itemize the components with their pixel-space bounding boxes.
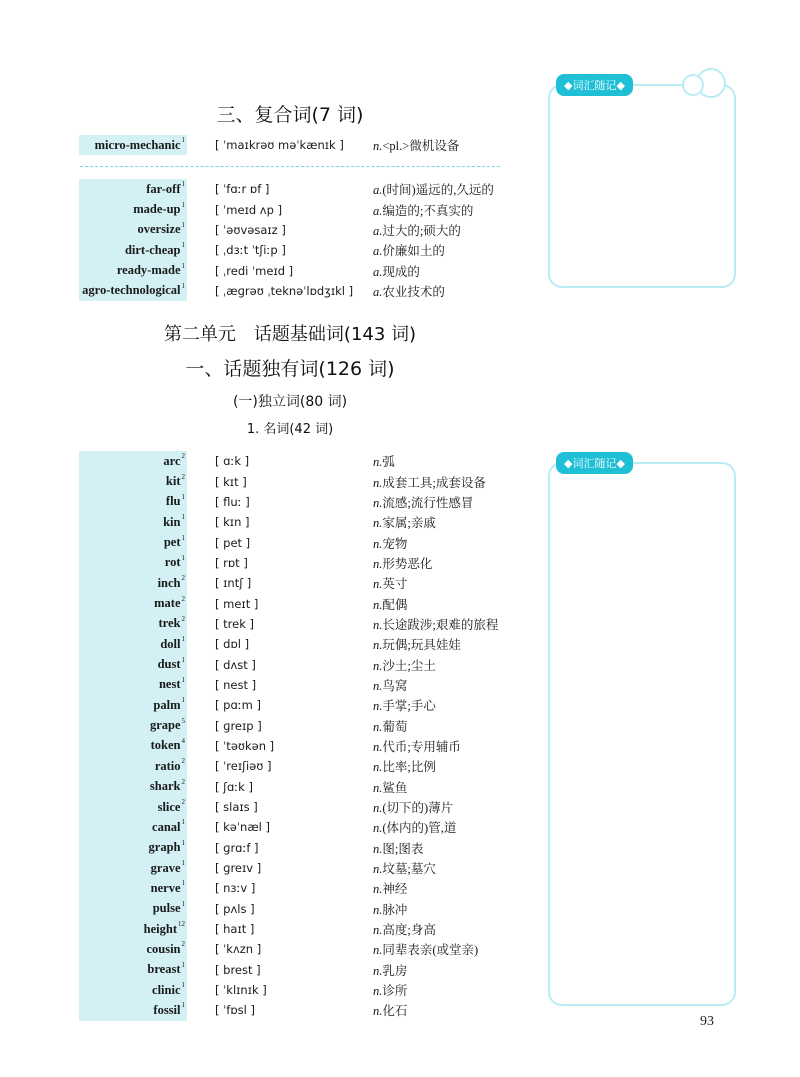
phonetic: [ kɪt ] <box>215 474 247 489</box>
vocab-notes-box-top <box>548 79 736 288</box>
headword-text: dirt-cheap <box>124 242 181 257</box>
headword-text: breast <box>147 962 181 977</box>
phonetic: [ rɒt ] <box>215 555 248 570</box>
part-of-speech: n. <box>373 536 383 551</box>
frequency-count: 2 <box>181 777 185 786</box>
vocab-row <box>79 777 519 797</box>
headword <box>79 593 187 613</box>
headword-text: grape <box>149 718 181 733</box>
part-of-speech: n. <box>373 841 383 856</box>
definition <box>373 635 519 653</box>
headword-text: grave <box>150 860 181 875</box>
headword-text: oversize <box>137 222 181 237</box>
definition-text: 沙土;尘土 <box>382 658 436 673</box>
phonetic: [ slaɪs ] <box>215 800 258 815</box>
vocab-row <box>79 199 519 219</box>
part-of-speech: n. <box>373 1004 383 1019</box>
part-of-speech: n. <box>373 638 383 653</box>
phonetic: [ nɜːv ] <box>215 881 256 896</box>
definition-text: (体内的)管,道 <box>382 821 457 836</box>
headword-text: made-up <box>133 202 181 217</box>
definition-text: 现成的 <box>382 264 420 279</box>
vocab-row <box>79 939 519 959</box>
vocab-notes-box-bottom <box>548 457 736 1006</box>
definition-text: 宠物 <box>382 536 408 551</box>
definition-text: 图;图表 <box>382 841 424 856</box>
part-of-speech: n. <box>373 760 383 775</box>
headword-text: fossil <box>153 1002 181 1017</box>
vocab-row <box>79 471 519 491</box>
frequency-count: 1 <box>181 960 185 969</box>
frequency-count: 1 <box>181 180 185 189</box>
frequency-count: 1 <box>181 981 185 990</box>
headword <box>79 281 187 301</box>
phonetic: [ ɪntʃ ] <box>215 576 252 591</box>
headword-text: graph <box>148 840 181 855</box>
heading-unit-two: 第二单元 话题基础词(143 词) <box>163 324 417 345</box>
phonetic: [ trek ] <box>215 616 255 631</box>
vocab-row <box>79 980 519 1000</box>
vocab-row <box>79 899 519 919</box>
phonetic: [ ɡrɑːf ] <box>215 840 259 855</box>
headword <box>79 512 187 532</box>
headword <box>79 1000 187 1020</box>
headword <box>79 736 187 756</box>
vocab-row <box>79 532 519 552</box>
headword-text: agro-technological <box>82 283 181 298</box>
phonetic: [ fluː ] <box>215 494 250 509</box>
headword-text: nerve <box>150 880 181 895</box>
part-of-speech: n. <box>373 556 383 571</box>
headword-text: mate <box>154 596 181 611</box>
vocab-row <box>79 260 519 280</box>
vocab-row <box>79 573 519 593</box>
headword <box>79 260 187 280</box>
page-number: 93 <box>700 1014 714 1029</box>
headword <box>79 492 187 512</box>
headword <box>79 573 187 593</box>
headword <box>79 695 187 715</box>
frequency-count: 1 <box>181 200 185 209</box>
part-of-speech: a. <box>373 183 383 198</box>
headword <box>79 240 187 260</box>
part-of-speech: n. <box>373 658 383 673</box>
headword-text: nest <box>158 677 181 692</box>
part-of-speech: a. <box>373 203 383 218</box>
definition <box>373 452 519 470</box>
frequency-count: 1 <box>181 675 185 684</box>
vocab-row <box>79 135 519 155</box>
phonetic: [ ˈtəʊkən ] <box>215 738 275 753</box>
frequency-count: 1 <box>181 635 185 644</box>
frequency-count: 2 <box>181 614 185 623</box>
definition <box>373 1001 519 1019</box>
definition <box>373 961 519 979</box>
notebook-curl-decoration <box>682 74 704 96</box>
phonetic: [ ʃɑːk ] <box>215 779 253 794</box>
part-of-speech: n. <box>373 862 383 877</box>
headword-text: pet <box>163 535 181 550</box>
frequency-count: 1 <box>181 655 185 664</box>
definition-text: 鲨鱼 <box>382 780 408 795</box>
part-of-speech: n. <box>373 678 383 693</box>
definition-text: 神经 <box>382 882 408 897</box>
frequency-count: 2 <box>181 757 185 766</box>
frequency-count: 1 <box>181 513 185 522</box>
frequency-count: 1 <box>181 696 185 705</box>
vocab-row <box>79 695 519 715</box>
definition <box>373 473 519 491</box>
definition <box>373 513 519 531</box>
frequency-count: 1 <box>181 553 185 562</box>
phonetic: [ ˈfɑːr ɒf ] <box>215 182 270 197</box>
vocab-row <box>79 634 519 654</box>
headword-text: clinic <box>152 982 181 997</box>
phonetic: [ ˈreɪʃiəʊ ] <box>215 759 272 774</box>
part-of-speech: a. <box>373 264 383 279</box>
definition <box>373 778 519 796</box>
phonetic: [ pet ] <box>215 535 251 550</box>
headword-text: micro-mechanic <box>94 137 181 152</box>
definition-text: 脉冲 <box>382 902 408 917</box>
vocab-row <box>79 878 519 898</box>
definition-text: 流感;流行性感冒 <box>382 495 474 510</box>
frequency-count: 2 <box>181 798 185 807</box>
vocab-notes-label: ◆词汇随记◆ <box>556 452 633 474</box>
definition-text: 乳房 <box>382 963 408 978</box>
headword-text: inch <box>157 575 181 590</box>
definition <box>373 839 519 857</box>
headword <box>79 817 187 837</box>
headword-text: dust <box>157 657 181 672</box>
phonetic: [ pʌls ] <box>215 901 255 916</box>
definition-text: 代币;专用辅币 <box>382 739 461 754</box>
part-of-speech: n. <box>373 516 383 531</box>
definition-text: 成套工具;成套设备 <box>382 475 486 490</box>
part-of-speech: n. <box>373 475 383 490</box>
part-of-speech: n. <box>373 801 383 816</box>
vocab-notes-label: ◆词汇随记◆ <box>556 74 633 96</box>
part-of-speech: n. <box>373 597 383 612</box>
definition <box>373 201 519 219</box>
definition <box>373 282 519 300</box>
headword <box>79 471 187 491</box>
headword <box>79 797 187 817</box>
vocab-row <box>79 281 519 301</box>
part-of-speech: n. <box>373 984 383 999</box>
vocab-row <box>79 451 519 471</box>
heading-topic-unique-words: 一、话题独有词(126 词) <box>185 358 395 380</box>
part-of-speech: a. <box>373 284 383 299</box>
phonetic: [ dɒl ] <box>215 637 250 652</box>
vocab-row <box>79 1000 519 1020</box>
definition <box>373 798 519 816</box>
headword <box>79 960 187 980</box>
phonetic: [ brest ] <box>215 962 261 977</box>
frequency-count: 2 <box>181 594 185 603</box>
heading-compound-words: 三、复合词(7 词) <box>216 104 364 126</box>
phonetic: [ pɑːm ] <box>215 698 261 713</box>
phonetic: [ ˈmeɪd ʌp ] <box>215 202 283 217</box>
definition <box>373 757 519 775</box>
part-of-speech: a. <box>373 244 383 259</box>
definition <box>373 241 519 259</box>
headword <box>79 199 187 219</box>
phonetic: [ ɑːk ] <box>215 454 250 469</box>
definition-text: <pl.>微机设备 <box>382 139 460 154</box>
definition <box>373 920 519 938</box>
vocab-row <box>79 593 519 613</box>
definition-text: 诊所 <box>382 984 408 999</box>
frequency-count: 1 <box>181 879 185 888</box>
frequency-count: 1 <box>181 899 185 908</box>
headword-text: far-off <box>146 181 181 196</box>
headword <box>79 756 187 776</box>
definition-text: 玩偶;玩具娃娃 <box>382 638 461 653</box>
phonetic: [ ɡreɪv ] <box>215 861 262 876</box>
vocab-row <box>79 736 519 756</box>
vocab-row <box>79 817 519 837</box>
headword <box>79 838 187 858</box>
phonetic: [ meɪt ] <box>215 596 259 611</box>
frequency-count: 5 <box>181 716 185 725</box>
part-of-speech: n. <box>373 719 383 734</box>
definition <box>373 717 519 735</box>
dashed-divider <box>80 166 500 167</box>
headword <box>79 135 187 155</box>
definition-text: 高度;身高 <box>382 923 436 938</box>
compound-word-list <box>79 135 519 155</box>
headword-text: kin <box>163 514 181 529</box>
phonetic: [ ˌredi ˈmeɪd ] <box>215 263 294 278</box>
definition-text: 配偶 <box>382 597 408 612</box>
headword-text: doll <box>160 636 181 651</box>
definition <box>373 493 519 511</box>
part-of-speech: a. <box>373 223 383 238</box>
definition-text: 英寸 <box>382 577 408 592</box>
phonetic: [ dʌst ] <box>215 657 256 672</box>
headword-text: ratio <box>154 758 181 773</box>
vocab-row <box>79 756 519 776</box>
vocab-row <box>79 179 519 199</box>
phonetic: [ ˈəʊvəsaɪz ] <box>215 222 286 237</box>
frequency-count: 2 <box>181 940 185 949</box>
definition-text: 葡萄 <box>382 719 408 734</box>
definition <box>373 859 519 877</box>
phonetic: [ kɪn ] <box>215 515 250 530</box>
frequency-count: 1 <box>181 859 185 868</box>
phonetic: [ ˌæɡrəʊ ˌteknəˈlɒdʒɪkl ] <box>215 283 354 298</box>
frequency-count: 1 <box>181 220 185 229</box>
frequency-count: 1 <box>181 533 185 542</box>
frequency-count: 1 <box>181 1001 185 1010</box>
frequency-count: 1 <box>181 136 185 145</box>
definition <box>373 737 519 755</box>
part-of-speech: n. <box>373 902 383 917</box>
part-of-speech: n. <box>373 455 383 470</box>
vocab-row <box>79 858 519 878</box>
definition <box>373 656 519 674</box>
vocab-row <box>79 512 519 532</box>
definition-text: 比率;比例 <box>382 760 436 775</box>
heading-nouns: 1. 名词(42 词) <box>246 422 334 437</box>
part-of-speech: n. <box>373 963 383 978</box>
part-of-speech: n. <box>373 139 383 154</box>
definition <box>373 818 519 836</box>
definition-text: (切下的)薄片 <box>382 801 454 816</box>
phonetic: [ ˈmaɪkrəʊ məˈkænɪk ] <box>215 138 344 153</box>
vocab-row <box>79 960 519 980</box>
definition-text: 过大的;硕大的 <box>382 223 461 238</box>
phonetic: [ haɪt ] <box>215 922 255 937</box>
vocab-row <box>79 675 519 695</box>
headword-text: flu <box>165 494 181 509</box>
definition-text: 手掌;手心 <box>382 699 436 714</box>
definition-text: 家属;亲戚 <box>382 516 436 531</box>
definition <box>373 554 519 572</box>
frequency-count: 1 <box>181 281 185 290</box>
definition <box>373 574 519 592</box>
definition <box>373 180 519 198</box>
frequency-count: 12 <box>178 920 185 929</box>
headword <box>79 980 187 1000</box>
vocab-row <box>79 838 519 858</box>
headword <box>79 553 187 573</box>
definition-text: 鸟窝 <box>382 678 408 693</box>
part-of-speech: n. <box>373 495 383 510</box>
vocab-row <box>79 654 519 674</box>
headword-text: kit <box>165 474 181 489</box>
headword <box>79 179 187 199</box>
definition <box>373 981 519 999</box>
definition <box>373 262 519 280</box>
headword-text: pulse <box>152 901 181 916</box>
part-of-speech: n. <box>373 923 383 938</box>
headword <box>79 220 187 240</box>
heading-independent-words: (一)独立词(80 词) <box>232 394 348 410</box>
frequency-count: 1 <box>181 838 185 847</box>
headword-text: token <box>150 738 181 753</box>
headword-text: arc <box>163 453 181 468</box>
definition-text: 农业技术的 <box>382 284 445 299</box>
headword <box>79 654 187 674</box>
frequency-count: 2 <box>181 574 185 583</box>
part-of-speech: n. <box>373 943 383 958</box>
adjective-list <box>79 179 519 301</box>
definition-text: 价廉如土的 <box>382 244 445 259</box>
headword <box>79 939 187 959</box>
part-of-speech: n. <box>373 617 383 632</box>
headword-text: trek <box>158 616 181 631</box>
frequency-count: 1 <box>181 241 185 250</box>
definition <box>373 136 519 154</box>
vocab-row <box>79 715 519 735</box>
headword <box>79 532 187 552</box>
headword <box>79 878 187 898</box>
definition <box>373 940 519 958</box>
definition-text: 编造的;不真实的 <box>382 203 474 218</box>
headword <box>79 899 187 919</box>
phonetic: [ nest ] <box>215 677 257 692</box>
part-of-speech: n. <box>373 699 383 714</box>
frequency-count: 4 <box>181 736 185 745</box>
vocab-row <box>79 240 519 260</box>
frequency-count: 1 <box>181 492 185 501</box>
part-of-speech: n. <box>373 780 383 795</box>
definition <box>373 696 519 714</box>
noun-list <box>79 451 519 1021</box>
frequency-count: 1 <box>181 261 185 270</box>
headword-text: slice <box>157 799 181 814</box>
definition <box>373 900 519 918</box>
frequency-count: 2 <box>181 472 185 481</box>
definition <box>373 676 519 694</box>
headword <box>79 451 187 471</box>
phonetic: [ ˈklɪnɪk ] <box>215 983 267 998</box>
part-of-speech: n. <box>373 739 383 754</box>
phonetic: [ kəˈnæl ] <box>215 820 270 835</box>
phonetic: [ ˌdɜːt ˈtʃiːp ] <box>215 243 286 258</box>
headword-text: ready-made <box>116 263 181 278</box>
part-of-speech: n. <box>373 882 383 897</box>
headword-text: rot <box>164 555 181 570</box>
headword <box>79 777 187 797</box>
headword-text: canal <box>152 819 181 834</box>
phonetic: [ ɡreɪp ] <box>215 718 262 733</box>
headword <box>79 675 187 695</box>
headword-text: cousin <box>146 941 181 956</box>
vocab-row <box>79 553 519 573</box>
vocab-row <box>79 492 519 512</box>
definition-text: 弧 <box>382 455 395 470</box>
vocab-row <box>79 919 519 939</box>
definition-text: 坟墓;墓穴 <box>382 862 436 877</box>
headword <box>79 858 187 878</box>
headword-text: palm <box>153 697 181 712</box>
vocab-row <box>79 797 519 817</box>
headword-text: height <box>143 921 177 936</box>
vocab-row <box>79 220 519 240</box>
phonetic: [ ˈfɒsl ] <box>215 1003 255 1018</box>
definition-text: 长途跋涉;艰难的旅程 <box>382 617 499 632</box>
headword <box>79 919 187 939</box>
part-of-speech: n. <box>373 821 383 836</box>
headword-text: shark <box>149 779 181 794</box>
definition-text: (时间)遥远的,久远的 <box>382 183 494 198</box>
definition <box>373 615 519 633</box>
headword <box>79 614 187 634</box>
phonetic: [ ˈkʌzn ] <box>215 942 262 957</box>
frequency-count: 1 <box>181 818 185 827</box>
part-of-speech: n. <box>373 577 383 592</box>
definition-text: 同辈表亲(或堂亲) <box>382 943 479 958</box>
definition-text: 化石 <box>382 1004 408 1019</box>
definition <box>373 879 519 897</box>
headword <box>79 715 187 735</box>
definition <box>373 595 519 613</box>
vocab-row <box>79 614 519 634</box>
definition <box>373 534 519 552</box>
definition <box>373 221 519 239</box>
headword <box>79 634 187 654</box>
frequency-count: 2 <box>181 452 185 461</box>
definition-text: 形势恶化 <box>382 556 433 571</box>
